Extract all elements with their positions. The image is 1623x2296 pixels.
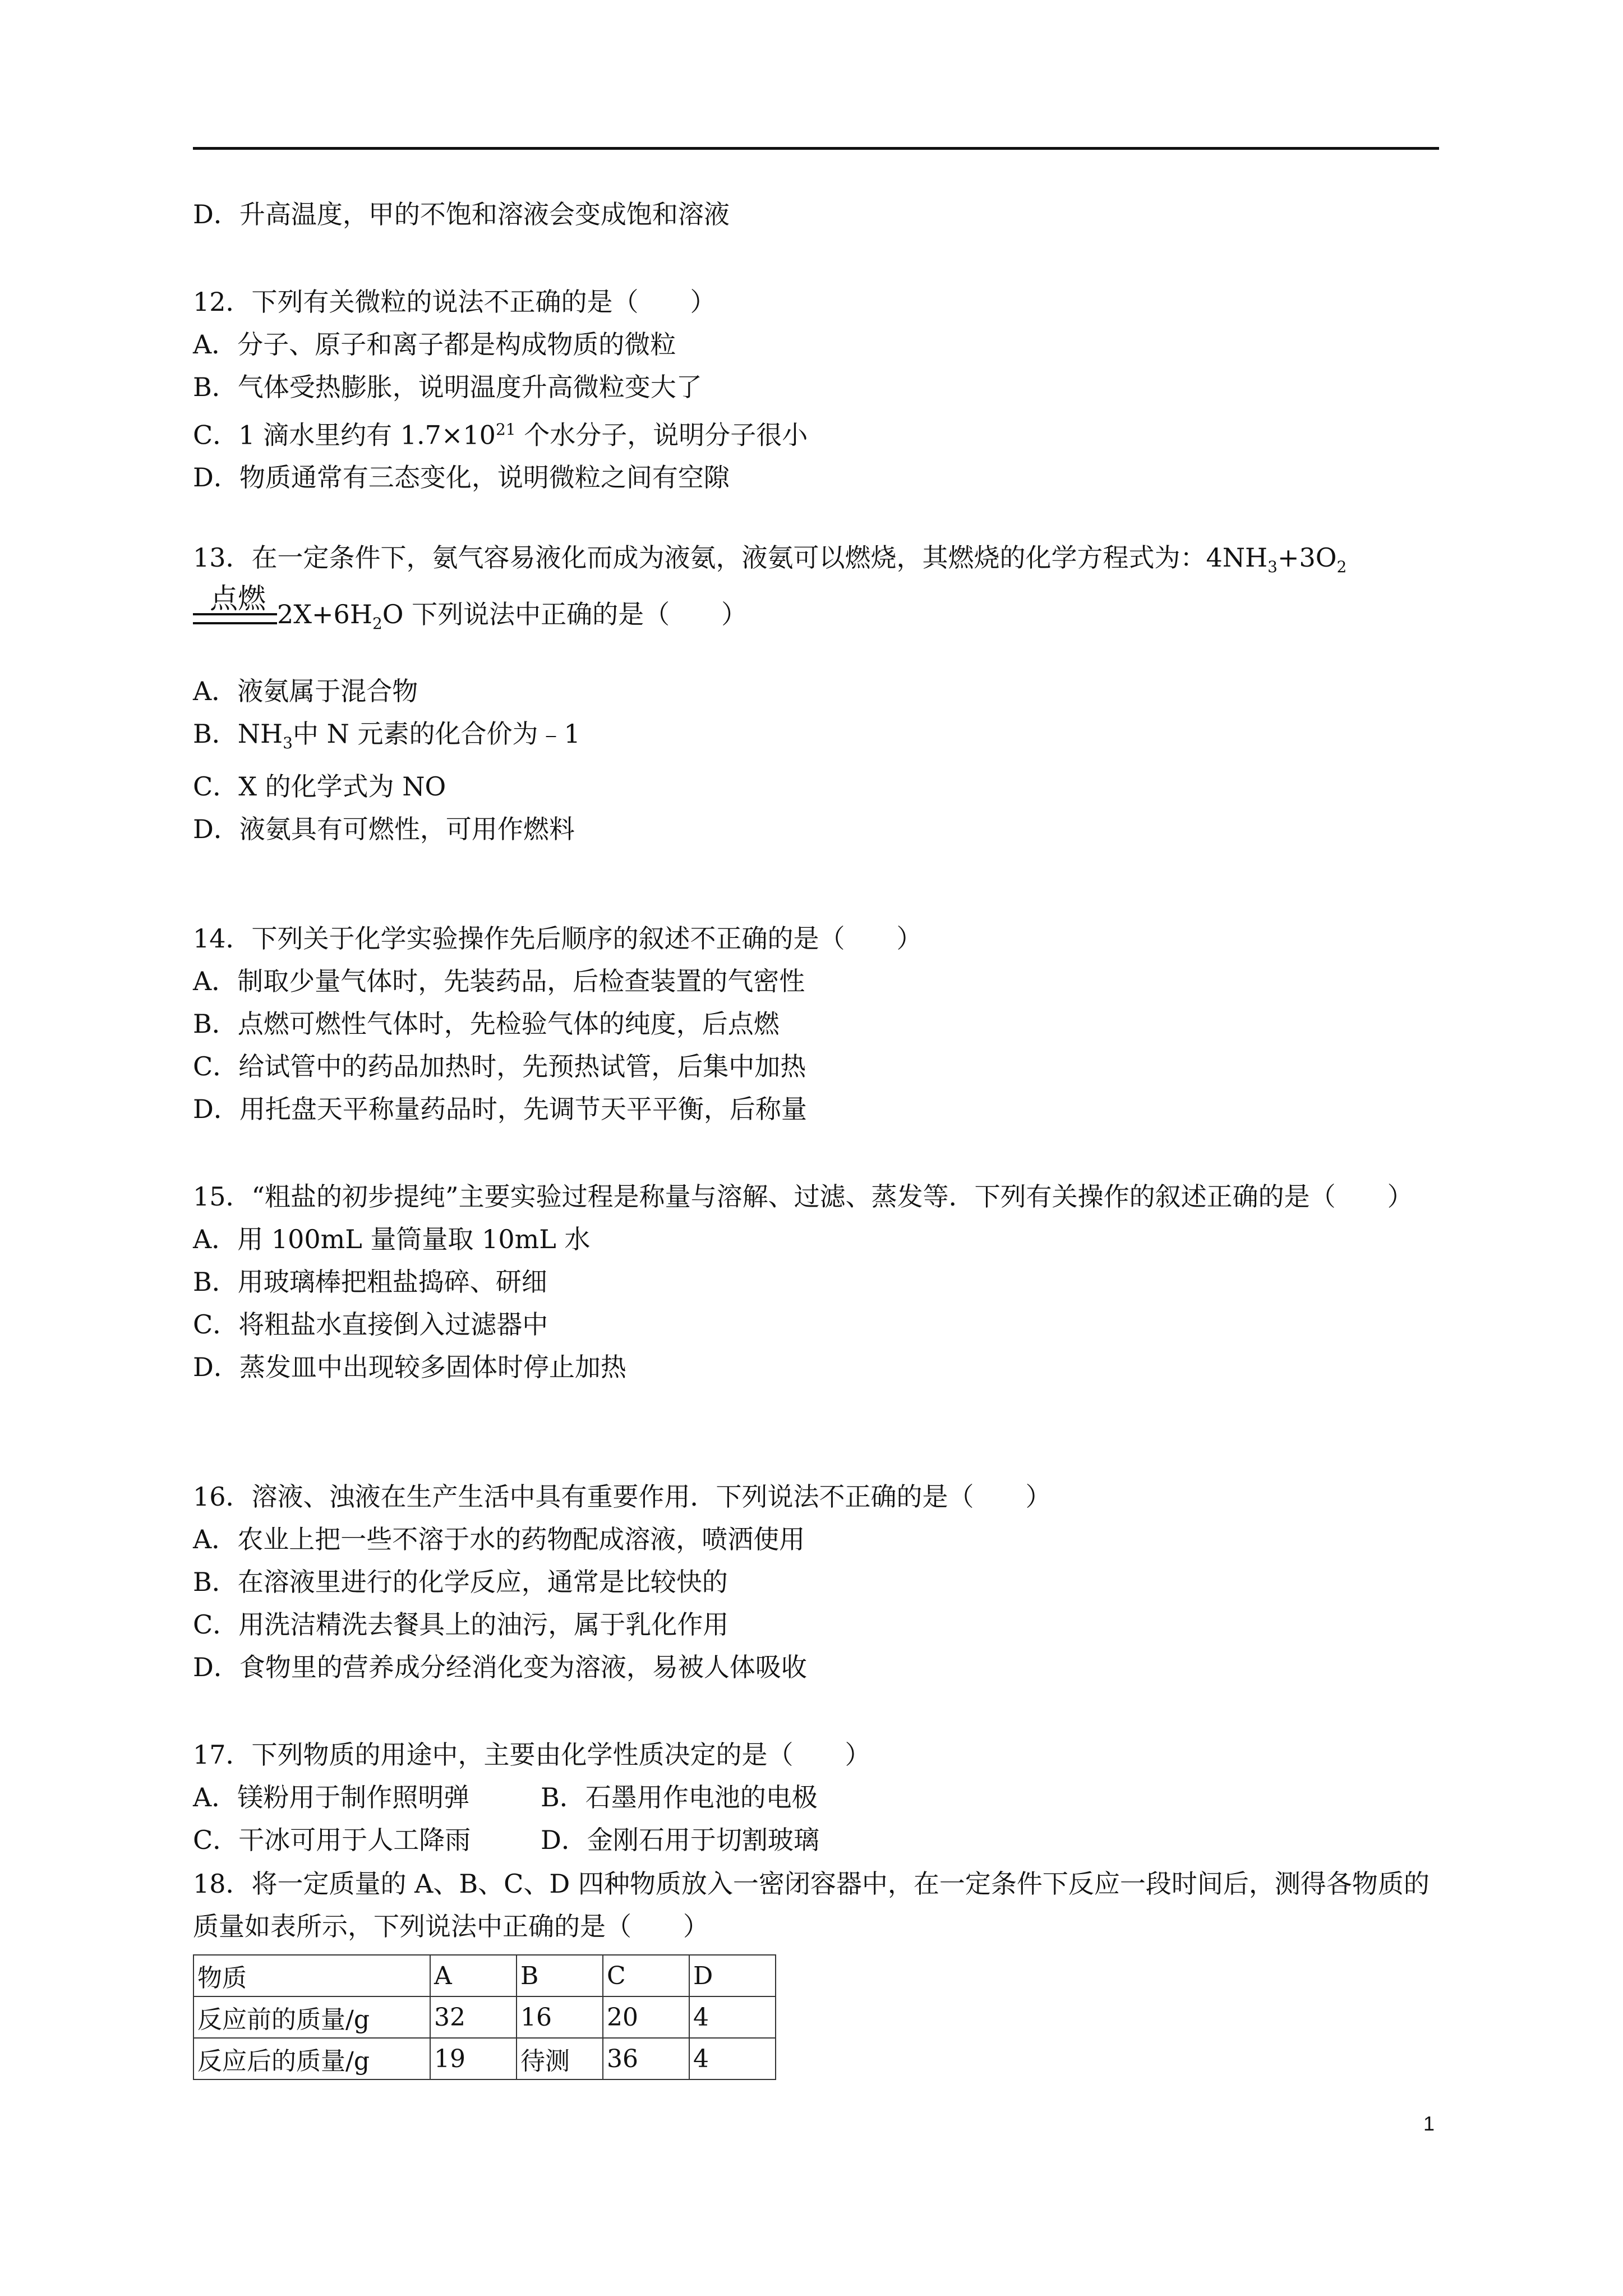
- question-12: [193, 280, 1439, 499]
- q12-option-c: C．1 滴水里约有 $1.7\times 10^{21}$ 个水分子，说明分子很小: [193, 420, 808, 450]
- table-cell: D: [689, 1955, 776, 1996]
- q17-option-c: C．干冰可用于人工降雨: [193, 1825, 471, 1855]
- q16-option-b: B．在溶液里进行的化学反应，通常是比较快的: [193, 1567, 728, 1597]
- q14-option-a: A．制取少量气体时，先装药品，后检查装置的气密性: [193, 966, 805, 996]
- table-cell: 20: [603, 1996, 689, 2038]
- table-row-before: [193, 1996, 776, 2038]
- table-cell: C: [603, 1955, 689, 1996]
- question-15: [193, 1175, 1439, 1388]
- table-cell: 32: [430, 1996, 517, 2038]
- q16-stem: 16．溶液、浊液在生产生活中具有重要作用．下列说法不正确的是（ ）: [193, 1481, 1052, 1512]
- header-rule: [193, 147, 1439, 150]
- q13-option-c: C．X 的化学式为 NO: [193, 771, 446, 802]
- page-number: 1: [1423, 2112, 1435, 2135]
- table-cell: A: [430, 1955, 517, 1996]
- table-cell: 物质: [193, 1955, 430, 1996]
- q15-option-d: D．蒸发皿中出现较多固体时停止加热: [193, 1352, 626, 1382]
- q14-stem: 14．下列关于化学实验操作先后顺序的叙述不正确的是（ ）: [193, 923, 923, 954]
- table-cell: 反应前的质量/g: [193, 1996, 430, 2038]
- table-row-after: [193, 2038, 776, 2079]
- table-cell: 待测: [517, 2038, 603, 2079]
- q13-option-b: B．$NH_3$中 N 元素的化合价为﹣1: [193, 719, 580, 753]
- q15-option-b: B．用玻璃棒把粗盐捣碎、研细: [193, 1267, 547, 1297]
- q15-option-a: A．用 100mL 量筒量取 10mL 水: [193, 1224, 591, 1254]
- q16-option-c: C．用洗洁精洗去餐具上的油污，属于乳化作用: [193, 1609, 729, 1640]
- q13-equation: 点燃 $2X+6H_2O$ 下列说法中正确的是（ ）: [193, 593, 1439, 645]
- q14-option-b: B．点燃可燃性气体时，先检验气体的纯度，后点燃: [193, 1009, 780, 1039]
- table-cell: B: [517, 1955, 603, 1996]
- q11-option-d: D．升高温度，甲的不饱和溶液会变成饱和溶液: [193, 199, 730, 229]
- q17-options-row-2: [193, 1819, 1439, 1861]
- table-cell: 4: [689, 2038, 776, 2079]
- reaction-condition: 点燃: [210, 582, 266, 615]
- q18-stem: 18．将一定质量的 A、B、C、D 四种物质放入一密闭容器中，在一定条件下反应一段时间后，测得各物质的质量如表所示，下列说法中正确的是（ ）: [193, 1869, 1430, 1941]
- question-16: [193, 1475, 1439, 1688]
- table-cell: 4: [689, 1996, 776, 2038]
- q17-option-b: B．石墨用作电池的电极: [541, 1782, 818, 1812]
- question-18: [193, 1862, 1439, 1948]
- q17-option-d: D．金刚石用于切割玻璃: [541, 1825, 819, 1855]
- q14-option-d: D．用托盘天平称量药品时，先调节天平平衡，后称量: [193, 1094, 807, 1124]
- q16-option-a: A．农业上把一些不溶于水的药物配成溶液，喷洒使用: [193, 1524, 805, 1554]
- q12-option-d: D．物质通常有三态变化，说明微粒之间有空隙: [193, 462, 730, 493]
- q13-option-d: D．液氨具有可燃性，可用作燃料: [193, 813, 575, 844]
- question-17: [193, 1733, 1439, 1861]
- q14-option-c: C．给试管中的药品加热时，先预热试管，后集中加热: [193, 1051, 806, 1082]
- q15-stem: 15．“粗盐的初步提纯”主要实验过程是称量与溶解、过滤、蒸发等．下列有关操作的叙述正确的是（ ）: [193, 1181, 1413, 1212]
- q17-option-a: A．镁粉用于制作照明弹: [193, 1782, 470, 1812]
- table-cell: 16: [517, 1996, 603, 2038]
- table-cell: 36: [603, 2038, 689, 2079]
- q12-option-b: B．气体受热膨胀，说明温度升高微粒变大了: [193, 372, 702, 402]
- q13-stem: 13．在一定条件下，氨气容易液化而成为液氨，液氨可以燃烧，其燃烧的化学方程式为：$4NH_3+3O_2$: [193, 542, 1347, 577]
- q17-stem: 17．下列物质的用途中，主要由化学性质决定的是（ ）: [193, 1740, 871, 1770]
- table-row-header: [193, 1955, 776, 1996]
- q15-option-c: C．将粗盐水直接倒入过滤器中: [193, 1309, 548, 1340]
- table-cell: 19: [430, 2038, 517, 2079]
- q13-option-a: A．液氨属于混合物: [193, 676, 418, 707]
- question-14: [193, 917, 1439, 1130]
- q12-option-a: A．分子、原子和离子都是构成物质的微粒: [193, 329, 676, 360]
- table-cell: 反应后的质量/g: [193, 2038, 430, 2079]
- q16-option-d: D．食物里的营养成分经消化变为溶液，易被人体吸收: [193, 1652, 807, 1682]
- q17-options-row-1: [193, 1776, 1439, 1819]
- equals-sign: [193, 613, 277, 624]
- reaction-arrow: [193, 582, 277, 633]
- q12-stem: 12．下列有关微粒的说法不正确的是（ ）: [193, 287, 716, 317]
- mass-table: [193, 1954, 776, 2080]
- question-13: [193, 536, 1439, 850]
